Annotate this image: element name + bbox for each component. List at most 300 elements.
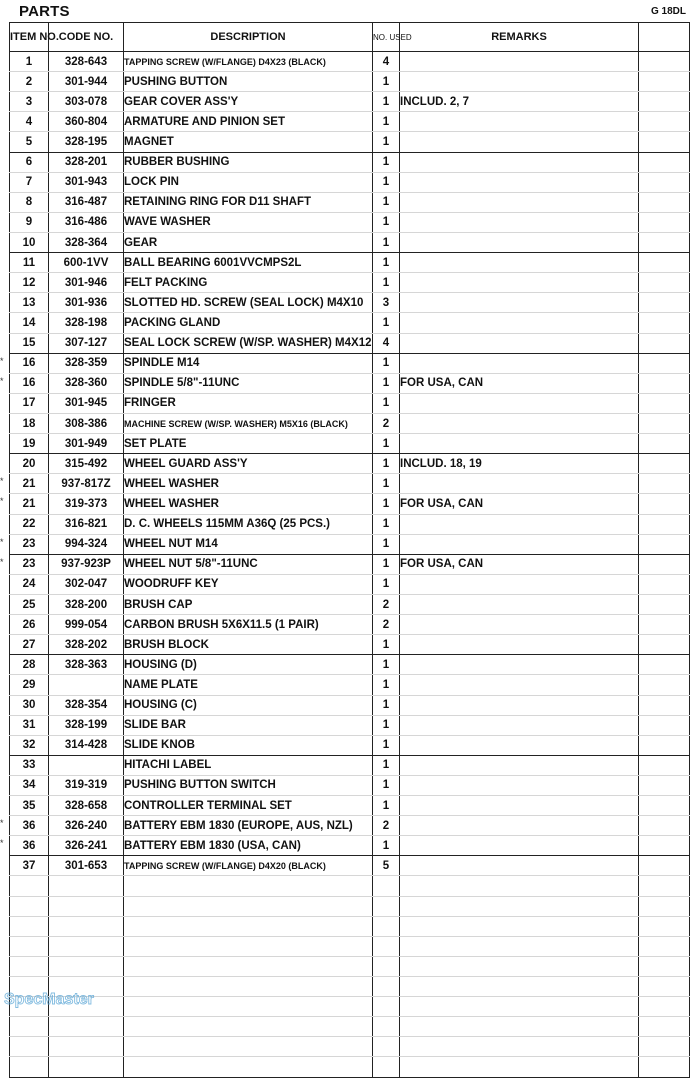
item-no-cell [10,253,49,273]
code-no-cell: 302-047 [49,574,124,594]
table-row [10,132,690,152]
blank-row [10,997,690,1017]
blank-cell [639,977,690,997]
description-cell: PUSHING BUTTON [124,72,373,92]
blank-row [10,1017,690,1037]
extra-cell [639,373,690,393]
item-no: 8 [25,196,33,209]
no-used-cell: 1 [373,72,400,92]
extra-cell [639,635,690,655]
extra-cell [639,615,690,635]
item-no-cell [10,313,49,333]
no-used-cell: 1 [373,353,400,373]
code-no-cell: 301-949 [49,434,124,454]
description-cell: WHEEL NUT M14 [124,534,373,554]
blank-cell [373,997,400,1017]
extra-header [639,23,690,52]
description-cell: SLOTTED HD. SCREW (SEAL LOCK) M4X10 [124,293,373,313]
table-row [10,172,690,192]
extra-cell [639,655,690,675]
remarks-cell [400,72,639,92]
description-cell: BALL BEARING 6001VVCMPS2L [124,253,373,273]
table-row [10,232,690,252]
remarks-cell: INCLUD. 2, 7 [400,92,639,112]
item-no: 24 [22,578,36,591]
no-used-cell: 1 [373,192,400,212]
no-used-cell: 1 [373,635,400,655]
blank-cell [124,916,373,936]
remarks-cell [400,514,639,534]
description-cell: WHEEL GUARD ASS'Y [124,454,373,474]
item-no: 21 [22,497,36,510]
description-cell: CONTROLLER TERMINAL SET [124,796,373,816]
description-cell: HITACHI LABEL [124,755,373,775]
no-used-cell: 4 [373,333,400,353]
description-cell: D. C. WHEELS 115MM A36Q (25 PCS.) [124,514,373,534]
no-used-cell: 1 [373,313,400,333]
item-no: 26 [22,618,36,631]
item-no-cell [10,92,49,112]
blank-cell [373,936,400,956]
extra-cell [639,413,690,433]
extra-cell [639,212,690,232]
item-no-cell [10,152,49,172]
extra-cell [639,816,690,836]
no-used-cell: 1 [373,554,400,574]
code-no-cell: 316-486 [49,212,124,232]
regional-mark: * [0,496,4,507]
no-used-cell: 1 [373,393,400,413]
description-cell: SET PLATE [124,434,373,454]
remarks-cell [400,52,639,72]
blank-cell [10,896,49,916]
table-row [10,454,690,474]
remarks-cell [400,574,639,594]
item-no-cell [10,212,49,232]
blank-row [10,1057,690,1077]
code-no-cell: 328-643 [49,52,124,72]
code-no-cell [49,675,124,695]
item-no-cell [10,615,49,635]
item-no: 31 [22,719,36,732]
item-no-cell [10,594,49,614]
blank-cell [639,1037,690,1057]
description-cell: WAVE WASHER [124,212,373,232]
remarks-cell [400,393,639,413]
no-used-cell: 1 [373,172,400,192]
description-cell: SPINDLE M14 [124,353,373,373]
blank-cell [373,1017,400,1037]
code-no-cell: 328-363 [49,655,124,675]
no-used-cell: 2 [373,413,400,433]
blank-cell [124,1057,373,1077]
table-row [10,52,690,72]
extra-cell [639,715,690,735]
blank-cell [639,1017,690,1037]
code-no-cell: 314-428 [49,735,124,755]
item-no: 18 [22,417,36,430]
code-no-cell: 994-324 [49,534,124,554]
item-no: 32 [22,739,36,752]
code-no-cell: 319-373 [49,494,124,514]
description-cell: BRUSH BLOCK [124,635,373,655]
no-used-cell: 1 [373,494,400,514]
remarks-cell [400,594,639,614]
description-cell: WOODRUFF KEY [124,574,373,594]
table-row [10,393,690,413]
no-used-cell: 1 [373,132,400,152]
regional-mark: * [0,375,4,386]
blank-cell [400,876,639,896]
table-row [10,715,690,735]
description-cell: RUBBER BUSHING [124,152,373,172]
code-no-cell: 328-354 [49,695,124,715]
no-used-cell: 1 [373,695,400,715]
extra-cell [639,514,690,534]
remarks-cell [400,313,639,333]
blank-cell [49,916,124,936]
item-no-cell [10,112,49,132]
blank-cell [373,916,400,936]
no-used-cell: 1 [373,92,400,112]
table-row [10,554,690,574]
item-no: 6 [25,156,33,169]
item-no: 20 [22,457,36,470]
extra-cell [639,232,690,252]
table-row [10,192,690,212]
item-no: 35 [22,799,36,812]
table-row [10,796,690,816]
no-used-cell: 1 [373,574,400,594]
description-cell: BATTERY EBM 1830 (USA, CAN) [124,836,373,856]
extra-cell [639,353,690,373]
no-used-cell: 1 [373,655,400,675]
item-no-cell [10,655,49,675]
item-no-cell [10,273,49,293]
no-used-cell: 5 [373,856,400,876]
item-no: 12 [22,276,36,289]
table-row [10,695,690,715]
remarks-cell [400,232,639,252]
remarks-cell [400,253,639,273]
table-row [10,434,690,454]
no-used-cell: 1 [373,152,400,172]
item-no-cell [10,715,49,735]
table-row [10,514,690,534]
blank-cell [400,977,639,997]
description-cell: CARBON BRUSH 5X6X11.5 (1 PAIR) [124,615,373,635]
blank-cell [373,896,400,916]
no-used-cell: 1 [373,836,400,856]
item-no: 22 [22,518,36,531]
table-row [10,574,690,594]
watermark-logo [2,985,104,1011]
blank-cell [639,997,690,1017]
code-no-cell: 301-943 [49,172,124,192]
remarks-cell: FOR USA, CAN [400,554,639,574]
no-used-cell: 1 [373,273,400,293]
code-no-cell: 303-078 [49,92,124,112]
blank-row [10,876,690,896]
item-no-cell [10,192,49,212]
code-no-cell: 328-360 [49,373,124,393]
item-no: 11 [22,256,36,269]
no-used-cell: 1 [373,112,400,132]
remarks-cell [400,836,639,856]
no-used-cell: 1 [373,735,400,755]
description-cell: FELT PACKING [124,273,373,293]
code-no-cell: 937-923P [49,554,124,574]
remarks-cell [400,695,639,715]
blank-cell [10,876,49,896]
description-cell: SPINDLE 5/8"-11UNC [124,373,373,393]
blank-cell [49,1017,124,1037]
blank-cell [400,896,639,916]
blank-cell [400,1017,639,1037]
code-no-cell [49,755,124,775]
extra-cell [639,293,690,313]
extra-cell [639,172,690,192]
extra-cell [639,333,690,353]
table-row [10,675,690,695]
description-cell: WHEEL WASHER [124,474,373,494]
remarks-cell: FOR USA, CAN [400,373,639,393]
blank-cell [373,1057,400,1077]
extra-cell [639,52,690,72]
parts-body [0,52,690,1078]
no-used-cell: 1 [373,675,400,695]
blank-cell [373,876,400,896]
item-no: 2 [25,75,33,88]
remarks-cell [400,615,639,635]
description-cell: ARMATURE AND PINION SET [124,112,373,132]
item-no: 9 [25,216,33,229]
item-no-cell [0,474,49,494]
no-used-cell: 1 [373,775,400,795]
description-cell: NAME PLATE [124,675,373,695]
extra-cell [639,695,690,715]
table-row [10,152,690,172]
extra-cell [639,574,690,594]
description-cell: GEAR [124,232,373,252]
remarks-cell [400,755,639,775]
table-row [10,474,690,494]
extra-cell [639,92,690,112]
code-no-cell: 301-946 [49,273,124,293]
table-row [10,655,690,675]
extra-cell [639,454,690,474]
extra-cell [639,796,690,816]
item-no: 7 [25,176,33,189]
remarks-cell [400,816,639,836]
item-no-cell [10,514,49,534]
item-no-cell [0,353,49,373]
code-no-cell: 326-240 [49,816,124,836]
item-no: 10 [22,236,36,249]
code-no-cell: 326-241 [49,836,124,856]
description-cell: HOUSING (C) [124,695,373,715]
extra-cell [639,735,690,755]
table-row [10,856,690,876]
table-row [10,494,690,514]
code-no-cell: 319-319 [49,775,124,795]
description-cell: WHEEL WASHER [124,494,373,514]
extra-cell [639,192,690,212]
remarks-cell [400,273,639,293]
item-no-cell [10,172,49,192]
item-no: 29 [22,678,36,691]
extra-cell [639,112,690,132]
blank-cell [124,876,373,896]
item-no-cell [10,675,49,695]
item-no: 14 [22,316,36,329]
no-used-cell: 2 [373,594,400,614]
remarks-cell [400,112,639,132]
code-no-cell: 316-821 [49,514,124,534]
extra-cell [639,72,690,92]
blank-row [10,916,690,936]
description-cell: SLIDE KNOB [124,735,373,755]
no-used-cell: 1 [373,715,400,735]
remarks-cell [400,413,639,433]
blank-cell [400,1057,639,1077]
remarks-cell [400,474,639,494]
code-no-header: CODE NO. [49,23,124,52]
table-row [10,635,690,655]
remarks-cell [400,675,639,695]
code-no-cell: 600-1VV [49,253,124,273]
blank-row [10,896,690,916]
regional-mark: * [0,536,4,547]
blank-cell [400,1037,639,1057]
extra-cell [639,856,690,876]
extra-cell [639,836,690,856]
blank-row [10,956,690,976]
item-no: 25 [22,598,36,611]
blank-cell [639,896,690,916]
description-cell: MACHINE SCREW (W/SP. WASHER) M5X16 (BLACK) [124,413,373,433]
remarks-cell [400,152,639,172]
blank-cell [639,956,690,976]
no-used-cell: 1 [373,373,400,393]
item-no: 34 [22,779,36,792]
item-no-cell [10,735,49,755]
description-cell: TAPPING SCREW (W/FLANGE) D4X20 (BLACK) [124,856,373,876]
blank-cell [10,936,49,956]
table-row [10,836,690,856]
no-used-cell: 2 [373,816,400,836]
table-row [10,594,690,614]
parts-table [0,22,690,1078]
code-no-cell: 328-364 [49,232,124,252]
item-no-cell [10,775,49,795]
item-no-cell [0,373,49,393]
code-no-cell: 328-195 [49,132,124,152]
item-no-cell [0,816,49,836]
table-header-row [10,23,690,52]
remarks-cell [400,735,639,755]
code-no-cell: 301-936 [49,293,124,313]
blank-cell [49,936,124,956]
item-no-cell [10,393,49,413]
no-used-cell: 1 [373,755,400,775]
item-no: 23 [22,538,36,551]
description-cell: LOCK PIN [124,172,373,192]
description-cell: BATTERY EBM 1830 (EUROPE, AUS, NZL) [124,816,373,836]
item-no: 36 [22,819,36,832]
item-no-cell [10,796,49,816]
remarks-cell [400,775,639,795]
item-no: 27 [22,638,36,651]
blank-cell [49,876,124,896]
blank-cell [49,896,124,916]
extra-cell [639,253,690,273]
regional-mark: * [0,355,4,366]
item-no-cell [10,232,49,252]
item-no: 15 [22,337,36,350]
extra-cell [639,594,690,614]
item-no: 36 [22,839,36,852]
svg-text:SpecMaster: SpecMaster [4,991,94,1008]
blank-cell [10,956,49,976]
blank-cell [373,1037,400,1057]
remarks-cell [400,856,639,876]
table-row [10,373,690,393]
extra-cell [639,534,690,554]
code-no-cell: 328-199 [49,715,124,735]
item-no: 16 [22,377,36,390]
blank-cell [49,1037,124,1057]
item-no: 19 [22,437,36,450]
blank-cell [124,1037,373,1057]
table-row [10,353,690,373]
table-row [10,775,690,795]
extra-cell [639,132,690,152]
item-no: 13 [22,296,36,309]
description-cell: SLIDE BAR [124,715,373,735]
no-used-cell: 4 [373,52,400,72]
no-used-cell: 1 [373,454,400,474]
remarks-cell [400,333,639,353]
table-row [10,273,690,293]
item-no: 1 [25,55,33,68]
code-no-cell: 301-945 [49,393,124,413]
item-no: 4 [25,115,33,128]
item-no-cell [10,695,49,715]
blank-cell [10,1037,49,1057]
table-row [10,92,690,112]
item-no: 5 [25,135,33,148]
table-row [10,413,690,433]
description-cell: TAPPING SCREW (W/FLANGE) D4X23 (BLACK) [124,52,373,72]
regional-mark: * [0,476,4,487]
item-no-cell [10,132,49,152]
blank-cell [10,1057,49,1077]
description-cell: FRINGER [124,393,373,413]
item-no: 21 [22,477,36,490]
blank-cell [639,876,690,896]
code-no-cell: 999-054 [49,615,124,635]
blank-cell [49,1057,124,1077]
blank-row [10,977,690,997]
item-no-cell [0,494,49,514]
code-no-cell: 328-658 [49,796,124,816]
description-cell: GEAR COVER ASS'Y [124,92,373,112]
blank-cell [639,936,690,956]
extra-cell [639,775,690,795]
code-no-cell: 307-127 [49,333,124,353]
item-no-cell [10,333,49,353]
